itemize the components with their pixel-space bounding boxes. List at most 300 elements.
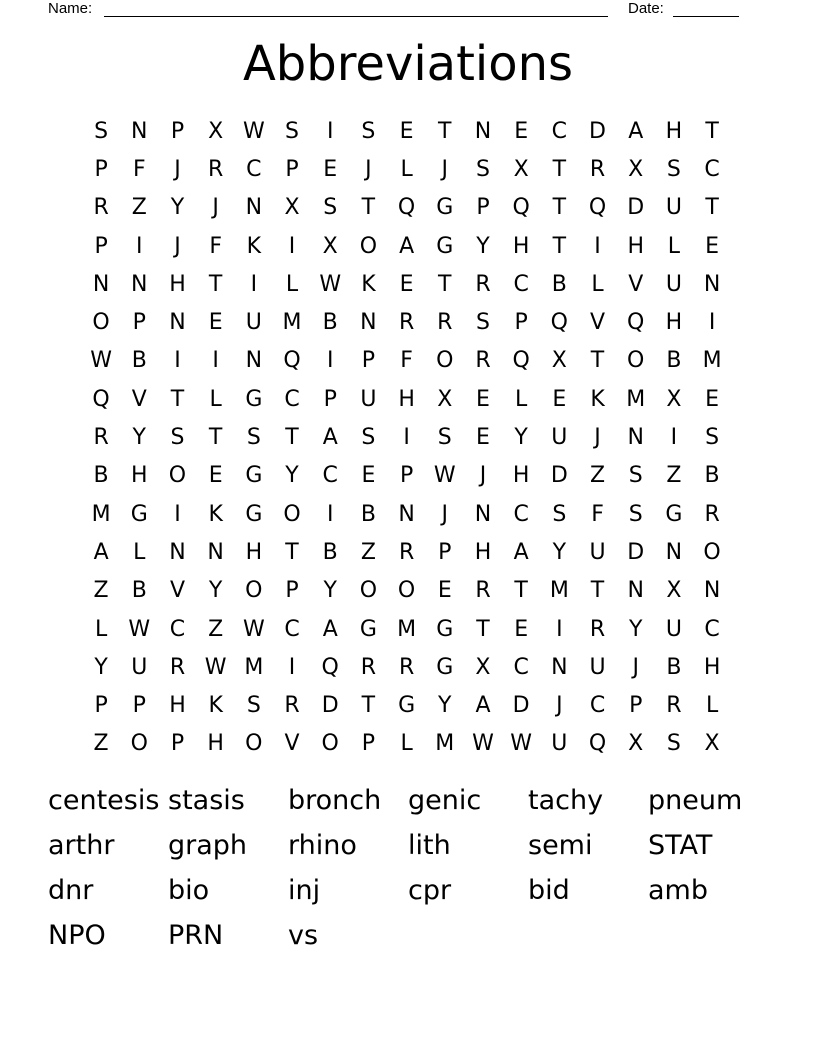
grid-letter: P (323, 386, 337, 412)
grid-letter: O (245, 578, 263, 604)
grid-letter: G (398, 693, 416, 719)
grid-letter: J (594, 425, 601, 451)
grid-letter: M (549, 578, 569, 604)
word-bank-item: bio (168, 875, 210, 906)
grid-letter: X (437, 386, 453, 412)
grid-letter: N (169, 310, 186, 336)
grid-letter: C (551, 118, 568, 144)
grid-letter: Q (397, 195, 416, 221)
grid-letter: E (705, 233, 720, 259)
grid-letter: W (433, 463, 456, 489)
grid-letter: E (514, 616, 529, 642)
grid-letter: M (435, 731, 455, 757)
grid-letter: Y (514, 425, 528, 451)
grid-letter: N (92, 271, 110, 297)
grid-letter: X (666, 386, 682, 412)
word-bank-item: lith (408, 830, 451, 861)
grid-letter: S (361, 118, 376, 144)
grid-letter: A (322, 425, 338, 451)
grid-letter: W (510, 731, 533, 757)
date-label: Date: (628, 0, 664, 17)
grid-letter: L (400, 731, 413, 757)
grid-letter: W (319, 271, 342, 297)
grid-letter: H (665, 310, 683, 336)
grid-letter: I (174, 348, 181, 374)
grid-letter: G (436, 616, 454, 642)
grid-letter: S (285, 118, 300, 144)
grid-letter: L (133, 539, 146, 565)
grid-letter: G (665, 501, 683, 527)
grid-letter: S (170, 425, 185, 451)
grid-letter: T (208, 425, 223, 451)
grid-letter: Q (588, 731, 607, 757)
grid-letter: I (326, 118, 334, 144)
grid-letter: B (666, 654, 682, 680)
grid-letter: Q (550, 310, 568, 336)
word-bank-item: STAT (648, 830, 713, 861)
grid-letter: N (245, 348, 263, 374)
letter-grid (82, 112, 731, 763)
grid-letter: Z (666, 463, 682, 489)
grid-letter: V (131, 386, 147, 412)
grid-letter: O (245, 731, 263, 757)
grid-letter: A (93, 539, 109, 565)
grid-letter: M (91, 501, 111, 527)
grid-letter: S (666, 731, 681, 757)
grid-letter: I (250, 271, 258, 297)
grid-letter: I (326, 501, 334, 527)
grid-letter: T (590, 348, 605, 374)
grid-letter: Q (512, 348, 530, 374)
grid-letter: K (208, 501, 223, 527)
grid-letter: T (361, 693, 376, 719)
grid-letter: C (322, 463, 338, 489)
grid-letter: T (514, 578, 528, 604)
grid-letter: G (245, 386, 263, 412)
grid-letter: W (90, 348, 112, 374)
grid-letter: E (399, 271, 414, 297)
grid-letter: S (628, 463, 643, 489)
grid-letter: R (437, 310, 453, 336)
grid-letter: V (284, 731, 300, 757)
grid-letter: T (705, 118, 719, 144)
grid-letter: U (589, 539, 606, 565)
grid-letter: R (93, 195, 109, 221)
grid-letter: T (170, 386, 185, 412)
grid-letter: L (209, 386, 222, 412)
grid-letter: Y (285, 463, 299, 489)
word-bank-item: genic (408, 785, 482, 816)
grid-letter: X (666, 578, 682, 604)
grid-letter: X (551, 348, 567, 374)
grid-letter: H (169, 271, 186, 297)
grid-letter: P (514, 310, 528, 336)
grid-letter: D (589, 118, 606, 144)
grid-letter: I (708, 310, 716, 336)
word-bank (48, 778, 768, 958)
grid-letter: P (285, 156, 299, 182)
grid-letter: O (168, 463, 187, 489)
grid-letter: J (174, 156, 181, 182)
grid-letter: C (704, 616, 720, 642)
grid-letter: I (288, 654, 296, 680)
grid-letter: O (321, 731, 339, 757)
grid-letter: Z (93, 731, 109, 757)
grid-letter: R (93, 425, 109, 451)
date-field-line (673, 16, 739, 17)
grid-letter: N (207, 539, 224, 565)
grid-letter: L (591, 271, 604, 297)
grid-letter: S (94, 118, 109, 144)
grid-letter: P (132, 693, 146, 719)
grid-letter: N (131, 118, 148, 144)
grid-letter: R (398, 654, 415, 680)
word-bank-item: semi (528, 830, 593, 861)
grid-letter: W (204, 654, 227, 680)
grid-letter: T (552, 233, 567, 259)
grid-letter: H (207, 731, 224, 757)
grid-letter: K (590, 386, 605, 412)
grid-letter: B (360, 501, 376, 527)
grid-letter: M (244, 654, 264, 680)
grid-letter: T (552, 195, 567, 221)
grid-letter: R (475, 271, 491, 297)
grid-letter: R (475, 348, 491, 374)
grid-letter: S (361, 425, 376, 451)
grid-letter: B (322, 310, 338, 336)
grid-letter: I (556, 616, 563, 642)
word-bank-item: NPO (48, 920, 106, 951)
word-bank-item: cpr (408, 875, 452, 906)
grid-letter: O (436, 348, 454, 374)
word-bank-item: centesis (48, 785, 160, 816)
grid-letter: P (94, 156, 108, 182)
grid-letter: W (472, 731, 494, 757)
grid-letter: E (476, 425, 490, 451)
grid-letter: X (628, 731, 644, 757)
grid-letter: A (513, 539, 529, 565)
grid-letter: U (589, 654, 606, 680)
grid-letter: K (361, 271, 376, 297)
grid-letter: T (285, 539, 299, 565)
grid-letter: L (400, 156, 413, 182)
grid-letter: C (284, 386, 300, 412)
grid-letter: E (399, 118, 414, 144)
grid-letter: Y (323, 578, 337, 604)
grid-letter: N (627, 578, 644, 604)
grid-letter: U (665, 195, 682, 221)
grid-letter: I (403, 425, 410, 451)
grid-letter: V (169, 578, 185, 604)
grid-letter: H (245, 539, 263, 565)
grid-letter: I (174, 501, 181, 527)
grid-letter: B (322, 539, 338, 565)
name-field-line (104, 16, 608, 17)
grid-letter: D (627, 539, 645, 565)
grid-letter: A (399, 233, 415, 259)
grid-letter: R (208, 156, 224, 182)
grid-letter: K (208, 693, 223, 719)
grid-letter: O (359, 233, 378, 259)
grid-letter: C (246, 156, 262, 182)
grid-letter: C (169, 616, 186, 642)
grid-letter: T (438, 118, 452, 144)
grid-letter: H (131, 463, 148, 489)
grid-letter: N (551, 654, 568, 680)
grid-letter: Z (589, 463, 606, 489)
grid-letter: O (359, 578, 378, 604)
grid-letter: Y (628, 616, 643, 642)
grid-letter: P (94, 233, 108, 259)
grid-letter: S (475, 156, 490, 182)
grid-letter: O (703, 539, 721, 565)
grid-letter: G (245, 501, 263, 527)
grid-letter: Q (627, 310, 645, 336)
grid-letter: U (245, 310, 262, 336)
grid-letter: Q (92, 386, 110, 412)
grid-letter: M (282, 310, 302, 336)
grid-letter: N (627, 425, 644, 451)
grid-letter: F (209, 233, 222, 259)
grid-letter: A (628, 118, 644, 144)
grid-letter: S (705, 425, 720, 451)
grid-letter: F (132, 156, 146, 182)
grid-letter: N (474, 118, 492, 144)
grid-letter: J (365, 156, 372, 182)
grid-letter: P (94, 693, 108, 719)
grid-letter: R (475, 578, 491, 604)
grid-letter: B (666, 348, 682, 374)
grid-letter: I (288, 233, 296, 259)
grid-letter: I (670, 425, 678, 451)
grid-letter: I (594, 233, 601, 259)
grid-letter: H (474, 539, 492, 565)
grid-letter: C (513, 271, 529, 297)
grid-letter: Z (93, 578, 109, 604)
grid-letter: J (441, 501, 449, 527)
grid-letter: Q (321, 654, 339, 680)
grid-letter: L (705, 693, 719, 719)
grid-letter: P (170, 731, 185, 757)
grid-letter: C (704, 156, 720, 182)
grid-letter: M (702, 348, 722, 374)
word-bank-item: tachy (528, 785, 604, 816)
grid-letter: N (360, 310, 377, 336)
grid-letter: X (322, 233, 338, 259)
grid-letter: G (130, 501, 148, 527)
grid-letter: U (665, 616, 682, 642)
grid-letter: S (437, 425, 452, 451)
grid-letter: E (208, 463, 223, 489)
grid-letter: H (703, 654, 721, 680)
grid-letter: X (628, 156, 644, 182)
grid-letter: Y (94, 654, 108, 680)
grid-letter: T (590, 578, 605, 604)
word-bank-item: rhino (288, 830, 357, 861)
grid-letter: P (629, 693, 643, 719)
grid-letter: Y (552, 539, 567, 565)
grid-letter: Q (588, 195, 607, 221)
grid-letter: H (665, 118, 683, 144)
grid-letter: D (550, 463, 568, 489)
worksheet-header (0, 0, 816, 20)
word-bank-item: bid (528, 875, 570, 906)
grid-letter: U (131, 654, 148, 680)
grid-letter: N (703, 271, 721, 297)
grid-letter: N (169, 539, 186, 565)
grid-letter: N (245, 195, 263, 221)
grid-letter: A (322, 616, 338, 642)
grid-letter: K (246, 233, 262, 259)
grid-letter: R (360, 654, 377, 680)
grid-letter: B (93, 463, 109, 489)
grid-letter: X (284, 195, 300, 221)
grid-letter: H (169, 693, 186, 719)
grid-letter: T (552, 156, 567, 182)
grid-letter: R (169, 654, 186, 680)
word-bank-item: bronch (288, 785, 382, 816)
grid-letter: J (212, 195, 219, 221)
page-title: Abbreviations (242, 36, 574, 92)
grid-letter: E (208, 310, 223, 336)
word-bank-item: dnr (48, 875, 94, 906)
word-bank-item: vs (288, 920, 319, 951)
grid-letter: W (242, 616, 265, 642)
grid-letter: T (476, 616, 490, 642)
grid-letter: E (476, 386, 490, 412)
grid-letter: H (627, 233, 644, 259)
word-bank-item: arthr (48, 830, 115, 861)
grid-letter: Y (208, 578, 223, 604)
grid-letter: N (665, 539, 683, 565)
grid-letter: S (323, 195, 338, 221)
grid-letter: O (397, 578, 416, 604)
grid-letter: E (514, 118, 529, 144)
grid-letter: V (628, 271, 644, 297)
grid-letter: W (242, 118, 265, 144)
grid-letter: W (128, 616, 151, 642)
grid-letter: T (285, 425, 299, 451)
grid-letter: F (400, 348, 413, 374)
grid-letter: P (170, 118, 185, 144)
grid-letter: D (512, 693, 530, 719)
grid-letter: B (551, 271, 567, 297)
grid-letter: J (556, 693, 563, 719)
grid-letter: Q (512, 195, 530, 221)
grid-letter: E (437, 578, 452, 604)
grid-letter: X (704, 731, 720, 757)
grid-letter: J (479, 463, 487, 489)
grid-letter: C (513, 501, 529, 527)
grid-letter: N (398, 501, 415, 527)
grid-letter: B (131, 578, 147, 604)
grid-letter: I (326, 348, 334, 374)
grid-letter: M (397, 616, 417, 642)
grid-letter: L (285, 271, 299, 297)
grid-letter: E (705, 386, 720, 412)
word-bank-item: PRN (168, 920, 224, 951)
name-label: Name: (48, 0, 93, 17)
grid-letter: N (703, 578, 721, 604)
grid-letter: P (361, 731, 376, 757)
word-bank-item: stasis (168, 785, 245, 816)
grid-letter: J (441, 156, 449, 182)
grid-letter: R (666, 693, 682, 719)
grid-letter: U (551, 731, 568, 757)
grid-letter: U (360, 386, 377, 412)
grid-letter: R (589, 616, 606, 642)
grid-letter: Y (476, 233, 490, 259)
grid-letter: P (438, 539, 452, 565)
grid-letter: X (475, 654, 491, 680)
grid-letter: O (130, 731, 148, 757)
grid-letter: G (436, 233, 454, 259)
grid-letter: T (438, 271, 452, 297)
grid-letter: Z (360, 539, 376, 565)
grid-letter: D (627, 195, 645, 221)
grid-letter: R (398, 539, 415, 565)
grid-letter: X (208, 118, 224, 144)
grid-letter: Y (170, 195, 185, 221)
grid-letter: U (665, 271, 682, 297)
grid-letter: L (515, 386, 528, 412)
grid-letter: G (436, 195, 454, 221)
grid-letter: R (589, 156, 606, 182)
grid-letter: X (513, 156, 529, 182)
grid-letter: T (361, 195, 376, 221)
grid-letter: J (632, 654, 639, 680)
grid-letter: F (591, 501, 604, 527)
grid-letter: R (398, 310, 415, 336)
grid-letter: N (131, 271, 148, 297)
grid-letter: H (512, 463, 530, 489)
grid-letter: L (94, 616, 108, 642)
grid-letter: V (590, 310, 606, 336)
grid-letter: G (436, 654, 454, 680)
grid-letter: H (398, 386, 415, 412)
grid-letter: H (512, 233, 530, 259)
grid-letter: Z (208, 616, 224, 642)
grid-letter: L (667, 233, 681, 259)
grid-letter: T (705, 195, 719, 221)
grid-letter: A (475, 693, 491, 719)
grid-letter: E (361, 463, 376, 489)
grid-letter: I (136, 233, 143, 259)
grid-letter: C (589, 693, 606, 719)
grid-letter: I (212, 348, 219, 374)
grid-letter: S (628, 501, 643, 527)
grid-letter: G (245, 463, 263, 489)
grid-letter: P (399, 463, 414, 489)
grid-letter: C (513, 654, 529, 680)
grid-letter: G (359, 616, 377, 642)
grid-letter: O (627, 348, 645, 374)
grid-letter: P (476, 195, 490, 221)
grid-letter: Q (283, 348, 301, 374)
grid-letter: C (284, 616, 300, 642)
grid-letter: P (285, 578, 299, 604)
grid-letter: Z (131, 195, 147, 221)
grid-letter: R (284, 693, 300, 719)
grid-letter: B (704, 463, 720, 489)
grid-letter: T (208, 271, 223, 297)
word-bank-item: amb (648, 875, 708, 906)
grid-letter: R (704, 501, 720, 527)
grid-letter: S (552, 501, 567, 527)
grid-letter: J (174, 233, 181, 259)
word-bank-item: pneum (648, 785, 743, 816)
word-bank-item: graph (168, 830, 248, 861)
